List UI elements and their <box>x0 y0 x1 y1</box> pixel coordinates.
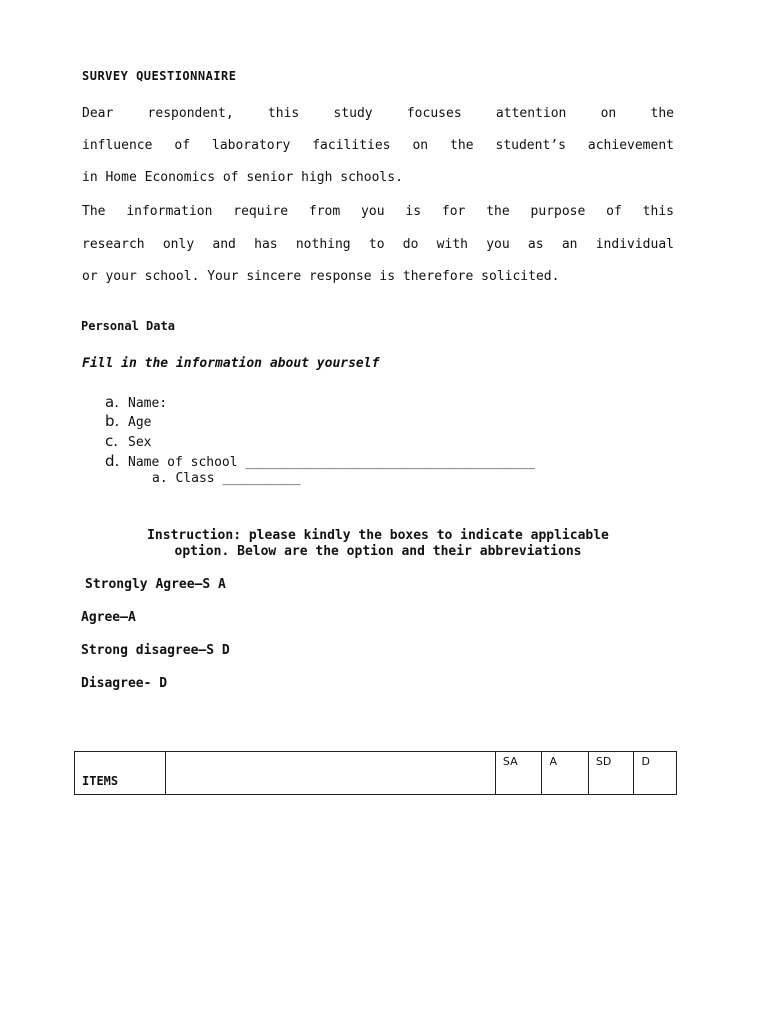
intro-line-2: influence of laboratory facilities on the student’s achievement <box>82 138 674 153</box>
instruction-line-1: Instruction: please kindly the boxes to indicate applicable <box>147 528 609 543</box>
fill-instruction: Fill in the information about yourself <box>82 356 380 371</box>
field-age: Age <box>128 415 152 430</box>
items-header: ITEMS <box>75 752 166 795</box>
field-name: Name: <box>128 396 168 411</box>
option-agree: Agree–A <box>81 610 136 625</box>
info-line-2: research only and has nothing to do with you as an individual <box>82 237 674 252</box>
info-line-3: or your school. Your sincere response is therefore solicited. <box>82 269 560 284</box>
document-title: SURVEY QUESTIONNAIRE <box>82 69 237 83</box>
field-letter-c: c. <box>105 432 119 450</box>
column-d: D <box>634 752 677 795</box>
intro-line-3: in Home Economics of senior high schools. <box>82 170 403 185</box>
field-class: a. Class __________ <box>152 471 301 486</box>
field-school: Name of school _____________________________________ <box>128 455 535 470</box>
option-strong-disagree: Strong disagree–S D <box>81 643 230 658</box>
items-table <box>74 751 677 795</box>
field-letter-b: b. <box>105 412 120 430</box>
field-letter-a: a. <box>105 393 119 411</box>
item-description-cell <box>166 752 496 795</box>
field-sex: Sex <box>128 435 152 450</box>
table-header-row <box>75 752 677 795</box>
column-sd: SD <box>588 752 634 795</box>
option-strongly-agree: Strongly Agree–S A <box>85 577 226 592</box>
column-a: A <box>542 752 588 795</box>
personal-data-heading: Personal Data <box>81 319 175 333</box>
option-disagree: Disagree- D <box>81 676 168 691</box>
info-line-1: The information require from you is for the purpose of this <box>82 204 674 219</box>
column-sa: SA <box>495 752 542 795</box>
instruction-line-2: option. Below are the option and their abbreviations <box>174 544 582 559</box>
intro-line-1: Dear respondent, this study focuses attention on the <box>82 106 674 121</box>
field-letter-d: d. <box>105 452 120 470</box>
